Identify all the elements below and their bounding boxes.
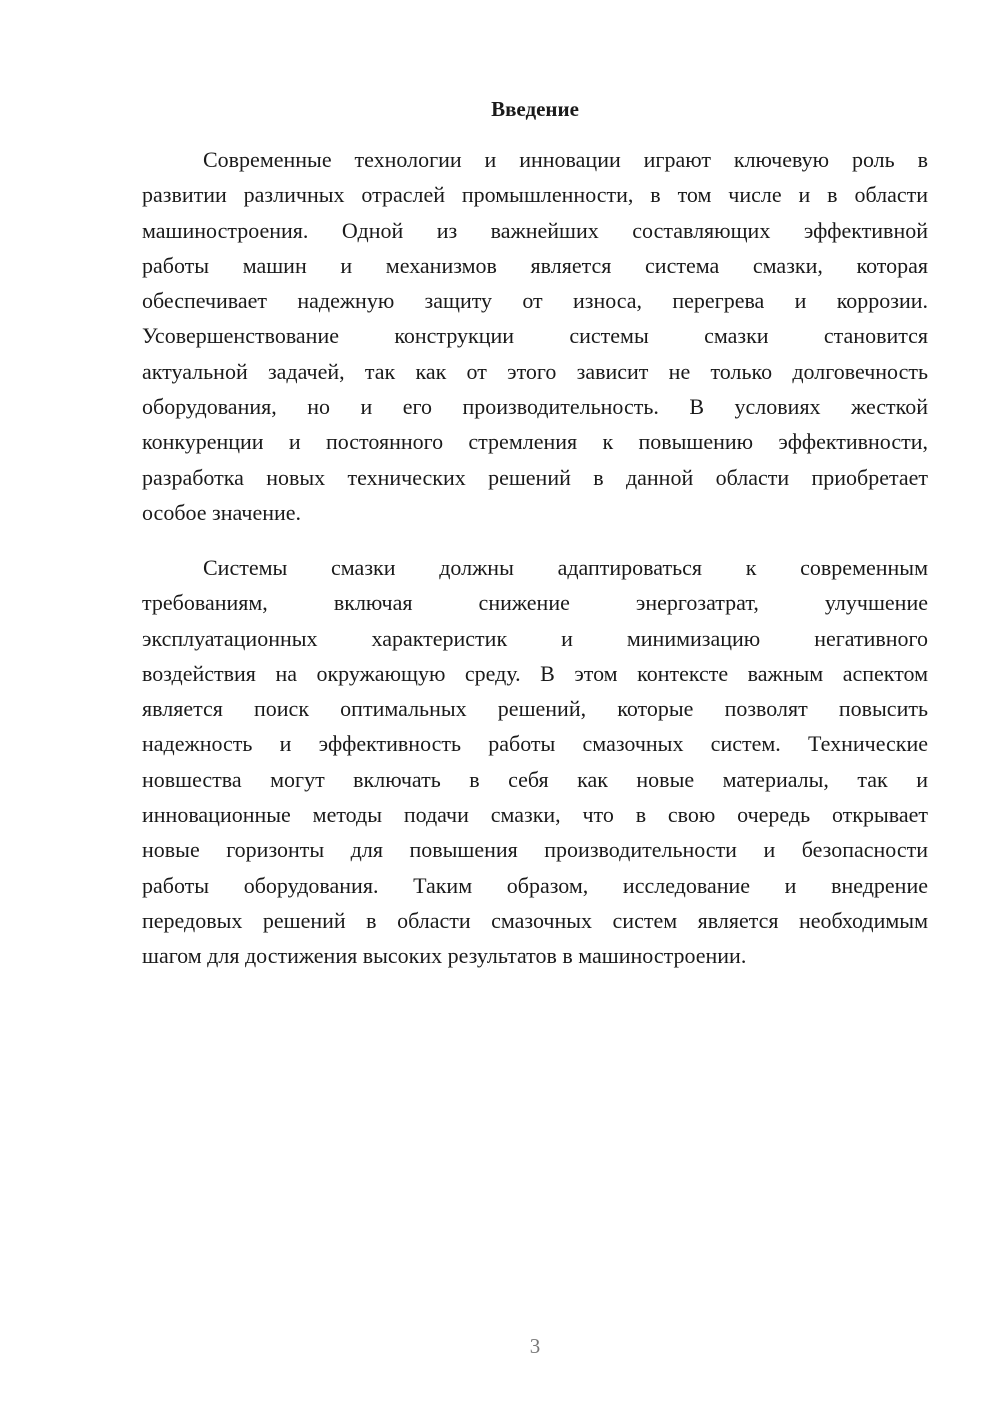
text-line: Системы смазки должны адаптироваться к современным [203, 555, 928, 580]
text-line: инновационные методы подачи смазки, что в свою очередь открывает [142, 802, 928, 828]
text-line: требованиям, включая снижение энергозатрат, улучшение [142, 590, 928, 616]
text-line: обеспечивает надежную защиту от износа, перегрева и коррозии. [142, 288, 928, 314]
text-line: надежность и эффективность работы смазочных систем. Технические [142, 731, 928, 757]
text-line: новые горизонты для повышения производительности и безопасности [142, 837, 928, 863]
text-line: Современные технологии и инновации играют ключевую роль в [203, 147, 928, 172]
page-number: 3 [529, 1334, 541, 1358]
text-line: является поиск оптимальных решений, которые позволят повысить [142, 696, 928, 722]
section-title: Введение [491, 97, 579, 121]
text-line: шагом для достижения высоких результатов в машиностроении. [142, 943, 747, 969]
text-line: развитии различных отраслей промышленности, в том числе и в области [142, 182, 928, 208]
text-line: работы машин и механизмов является система смазки, которая [142, 252, 928, 278]
text-line: воздействия на окружающую среду. В этом контексте важным аспектом [142, 660, 928, 686]
paragraph-1 [142, 142, 928, 530]
text-line: разработка новых технических решений в данной области приобретает [142, 464, 928, 490]
text-line: особое значение. [142, 499, 302, 525]
text-line: Усовершенствование конструкции системы смазки становится [142, 323, 928, 349]
text-line: эксплуатационных характеристик и минимизацию негативного [142, 625, 928, 651]
text-line: передовых решений в области смазочных систем является необходимым [142, 907, 928, 933]
text-line: конкуренции и постоянного стремления к повышению эффективности, [142, 429, 928, 455]
text-line: работы оборудования. Таким образом, исследование и внедрение [142, 872, 928, 898]
text-line: машиностроения. Одной из важнейших составляющих эффективной [142, 217, 928, 243]
text-line: актуальной задачей, так как от этого зависит не только долговечность [142, 358, 928, 384]
text-line: новшества могут включать в себя как новые материалы, так и [142, 766, 928, 792]
paragraph-2 [142, 550, 928, 974]
text-line: оборудования, но и его производительность. В условиях жесткой [142, 394, 928, 420]
